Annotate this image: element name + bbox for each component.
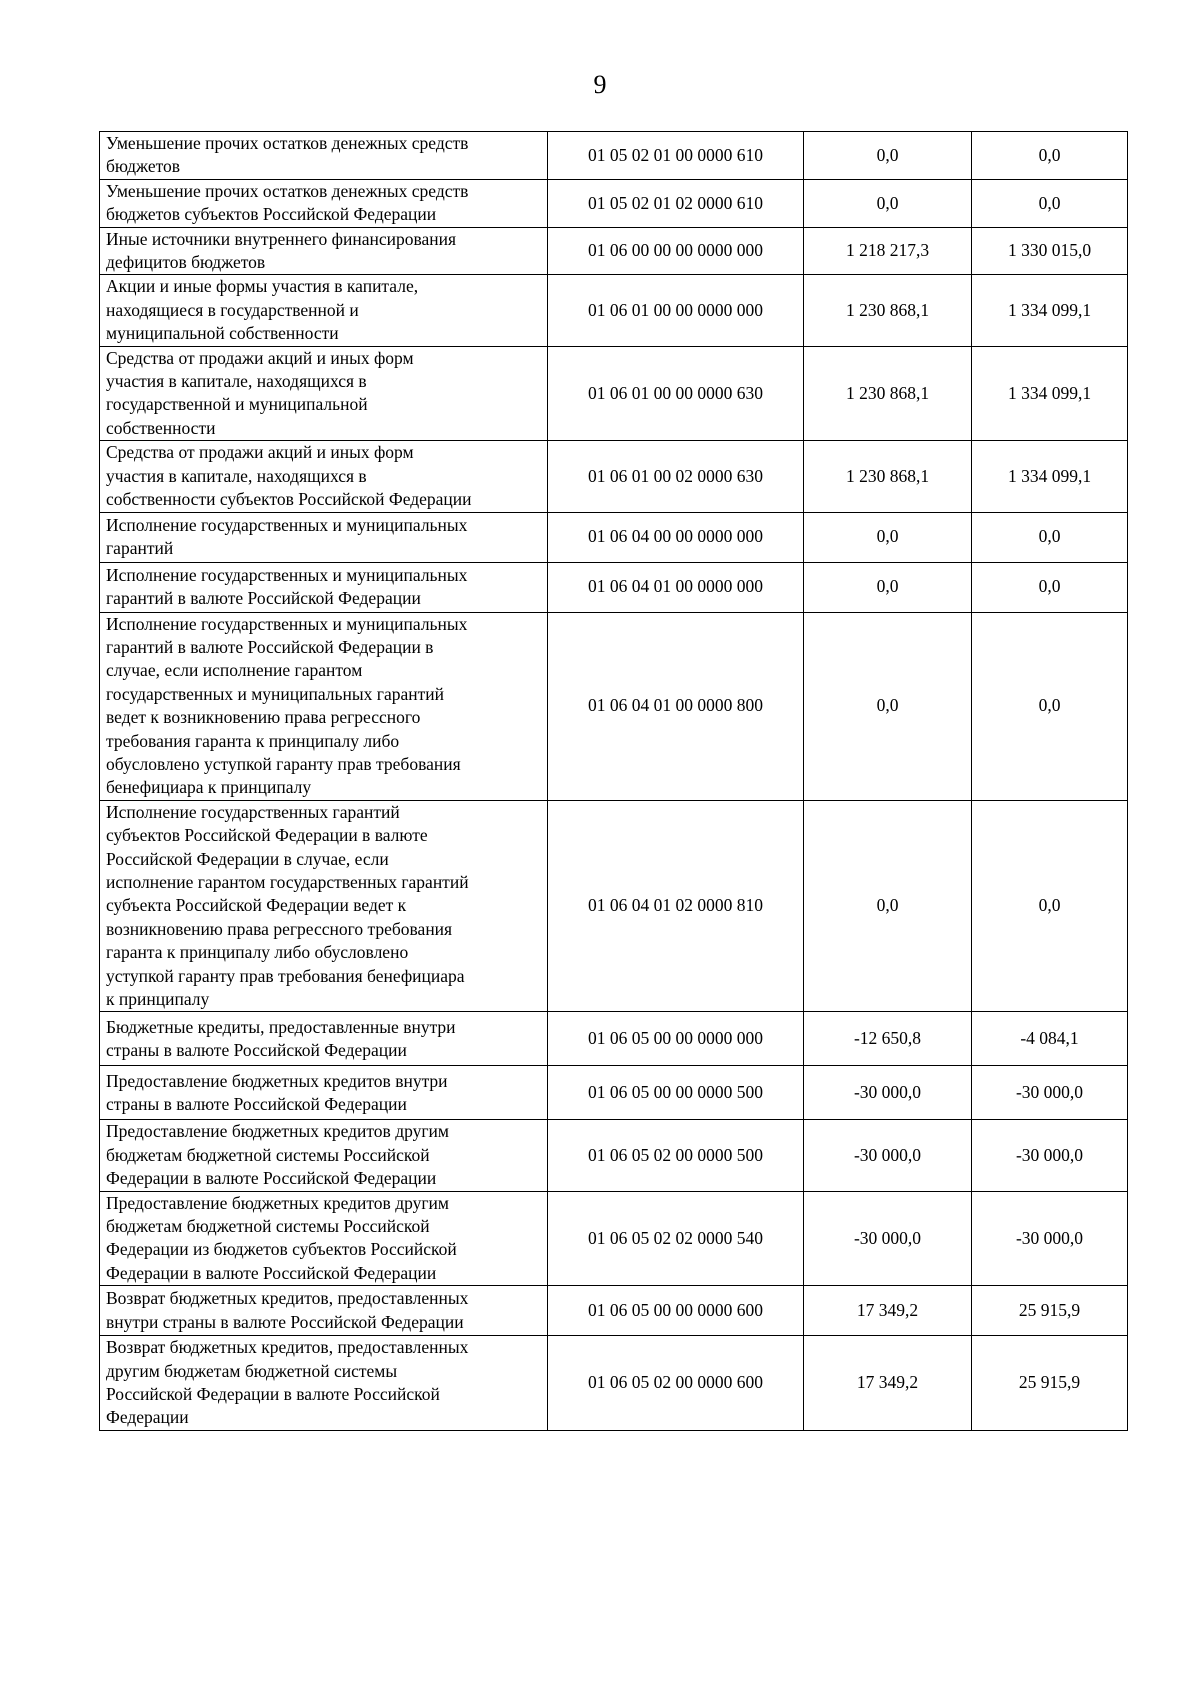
row-name-line: Возврат бюджетных кредитов, предоставленных xyxy=(106,1288,469,1309)
row-name-line: собственности субъектов Российской Федерации xyxy=(106,489,472,510)
row-name-line: к принципалу xyxy=(106,989,210,1009)
row-name-line: Исполнение государственных и муниципальных xyxy=(106,613,468,634)
row-name-cell xyxy=(100,1120,548,1191)
row-value-1-cell xyxy=(804,1286,972,1336)
row-name-cell xyxy=(100,1286,548,1336)
row-name-line: Исполнение государственных и муниципальных xyxy=(106,564,468,585)
table-row xyxy=(100,1286,1128,1336)
row-value-1-text: -12 650,8 xyxy=(853,1028,922,1049)
row-code-cell xyxy=(548,1286,804,1336)
row-value-2-text: 25 915,9 xyxy=(1018,1372,1081,1393)
row-value-2-cell xyxy=(972,800,1128,1012)
row-name-line: находящиеся в государственной и xyxy=(106,299,359,320)
table-row xyxy=(100,562,1128,612)
row-name-line: ведет к возникновению права регрессного xyxy=(106,707,421,728)
row-code-cell xyxy=(548,1120,804,1191)
row-value-2-cell xyxy=(972,1286,1128,1336)
row-value-1-cell xyxy=(804,562,972,612)
row-value-1-cell xyxy=(804,612,972,800)
row-value-2-cell xyxy=(972,562,1128,612)
table-row xyxy=(100,1336,1128,1431)
row-value-1-text: 0,0 xyxy=(876,695,899,716)
row-code-cell xyxy=(548,512,804,562)
row-value-1-cell xyxy=(804,1336,972,1431)
row-code-cell xyxy=(548,800,804,1012)
row-name-line: страны в валюте Российской Федерации xyxy=(106,1093,407,1114)
row-value-1-text: 0,0 xyxy=(876,895,899,916)
row-value-2-cell xyxy=(972,512,1128,562)
row-name-cell xyxy=(100,275,548,346)
row-name-line: другим бюджетам бюджетной системы xyxy=(106,1360,398,1381)
row-value-1-cell xyxy=(804,512,972,562)
row-name-cell xyxy=(100,132,548,180)
row-name-line: Бюджетные кредиты, предоставленные внутри xyxy=(106,1016,456,1037)
table-row xyxy=(100,512,1128,562)
row-name-line: Возврат бюджетных кредитов, предоставленных xyxy=(106,1337,469,1358)
table-row xyxy=(100,1120,1128,1191)
row-name-line: страны в валюте Российской Федерации xyxy=(106,1039,407,1060)
row-value-1-cell xyxy=(804,179,972,227)
row-value-2-text: 0,0 xyxy=(1038,144,1061,165)
row-value-2-text: -30 000,0 xyxy=(1015,1144,1084,1165)
row-name-line: Иные источники внутреннего финансирования xyxy=(106,228,457,249)
budget-sources-table xyxy=(99,131,1128,1431)
row-value-1-text: 1 230 868,1 xyxy=(845,299,930,320)
table-row xyxy=(100,1066,1128,1120)
row-value-2-cell xyxy=(972,1191,1128,1286)
row-value-1-text: 0,0 xyxy=(876,144,899,165)
table-row xyxy=(100,132,1128,180)
row-code-text: 01 06 01 00 00 0000 630 xyxy=(588,382,763,403)
row-value-1-text: 1 230 868,1 xyxy=(845,382,930,403)
row-name-line: Федерации в валюте Российской Федерации xyxy=(106,1168,437,1189)
row-code-text: 01 06 05 02 00 0000 600 xyxy=(588,1372,763,1393)
row-value-1-text: -30 000,0 xyxy=(853,1227,922,1248)
row-name-line: гарантий xyxy=(106,538,174,558)
row-value-2-cell xyxy=(972,179,1128,227)
row-name-line: Акции и иные формы участия в капитале, xyxy=(106,276,419,297)
row-code-cell xyxy=(548,1066,804,1120)
row-name-line: собственности xyxy=(106,417,216,438)
row-name-line: Российской Федерации в случае, если xyxy=(106,848,389,869)
row-name-line: возникновению права регрессного требования xyxy=(106,918,453,939)
row-code-text: 01 06 01 00 00 0000 000 xyxy=(588,299,763,320)
row-name-line: уступкой гаранту прав требования бенефициара xyxy=(106,965,465,986)
row-name-line: участия в капитале, находящихся в xyxy=(106,465,367,486)
row-value-2-text: -30 000,0 xyxy=(1015,1082,1084,1103)
row-code-cell xyxy=(548,179,804,227)
table-row xyxy=(100,179,1128,227)
row-value-1-cell xyxy=(804,1012,972,1066)
row-name-line: участия в капитале, находящихся в xyxy=(106,371,367,392)
row-name-line: субъектов Российской Федерации в валюте xyxy=(106,825,428,846)
row-code-text: 01 06 05 00 00 0000 500 xyxy=(588,1082,763,1103)
row-code-text: 01 06 04 00 00 0000 000 xyxy=(588,526,763,547)
row-value-1-cell xyxy=(804,227,972,275)
table-row xyxy=(100,275,1128,346)
row-value-2-cell xyxy=(972,132,1128,180)
row-code-text: 01 06 05 00 00 0000 000 xyxy=(588,1028,763,1049)
row-value-2-text: -30 000,0 xyxy=(1015,1227,1084,1248)
table-row xyxy=(100,441,1128,512)
table-row xyxy=(100,800,1128,1012)
row-value-1-cell xyxy=(804,1066,972,1120)
row-name-cell xyxy=(100,800,548,1012)
row-value-1-text: 17 349,2 xyxy=(856,1300,919,1321)
row-code-text: 01 06 04 01 00 0000 000 xyxy=(588,576,763,597)
row-value-2-text: -4 084,1 xyxy=(1020,1028,1079,1049)
table-body xyxy=(100,132,1128,1431)
row-value-2-text: 0,0 xyxy=(1038,192,1061,213)
row-name-line: Федерации в валюте Российской Федерации xyxy=(106,1262,437,1283)
row-code-cell xyxy=(548,441,804,512)
row-value-1-cell xyxy=(804,132,972,180)
row-code-text: 01 06 05 00 00 0000 600 xyxy=(588,1300,763,1321)
row-value-1-text: 1 230 868,1 xyxy=(845,465,930,486)
row-value-2-text: 0,0 xyxy=(1038,695,1061,716)
row-name-line: государственной и муниципальной xyxy=(106,394,368,415)
row-name-cell xyxy=(100,1066,548,1120)
row-value-2-cell xyxy=(972,1012,1128,1066)
row-name-line: бюджетам бюджетной системы Российской xyxy=(106,1144,430,1165)
row-name-line: бюджетам бюджетной системы Российской xyxy=(106,1216,430,1237)
row-value-2-cell xyxy=(972,441,1128,512)
row-value-1-cell xyxy=(804,346,972,441)
row-value-2-text: 0,0 xyxy=(1038,526,1061,547)
row-code-text: 01 06 05 02 02 0000 540 xyxy=(588,1227,763,1248)
row-name-cell xyxy=(100,1012,548,1066)
row-value-1-cell xyxy=(804,1191,972,1286)
row-name-line: гарантий в валюте Российской Федерации в xyxy=(106,636,434,657)
table-row xyxy=(100,346,1128,441)
row-code-text: 01 06 00 00 00 0000 000 xyxy=(588,240,763,261)
row-code-cell xyxy=(548,1191,804,1286)
row-name-line: обусловлено уступкой гаранту прав требования xyxy=(106,753,461,774)
row-name-line: требования гаранта к принципалу либо xyxy=(106,730,400,751)
row-name-line: исполнение гарантом государственных гарантий xyxy=(106,871,469,892)
row-name-cell xyxy=(100,562,548,612)
row-name-line: гаранта к принципалу либо обусловлено xyxy=(106,942,409,963)
row-name-line: дефицитов бюджетов xyxy=(106,252,266,273)
page-number: 9 xyxy=(593,70,607,99)
row-name-line: Средства от продажи акций и иных форм xyxy=(106,347,414,368)
row-value-1-cell xyxy=(804,800,972,1012)
row-value-1-text: 17 349,2 xyxy=(856,1372,919,1393)
table-row xyxy=(100,612,1128,800)
row-name-line: Федерации из бюджетов субъектов Российской xyxy=(106,1239,457,1260)
row-name-cell xyxy=(100,227,548,275)
row-name-cell xyxy=(100,1191,548,1286)
row-name-cell xyxy=(100,441,548,512)
row-name-line: гарантий в валюте Российской Федерации xyxy=(106,588,421,608)
row-name-line: Исполнение государственных гарантий xyxy=(106,801,400,822)
row-name-line: внутри страны в валюте Российской Федерации xyxy=(106,1311,464,1332)
row-name-line: субъекта Российской Федерации ведет к xyxy=(106,895,407,916)
row-name-line: Уменьшение прочих остатков денежных средств xyxy=(106,133,469,153)
row-value-2-cell xyxy=(972,275,1128,346)
row-value-2-text: 1 334 099,1 xyxy=(1007,299,1092,320)
row-value-2-cell xyxy=(972,346,1128,441)
row-value-1-text: -30 000,0 xyxy=(853,1144,922,1165)
row-code-cell xyxy=(548,275,804,346)
row-code-text: 01 06 04 01 02 0000 810 xyxy=(588,895,763,916)
row-name-line: Предоставление бюджетных кредитов внутри xyxy=(106,1070,448,1091)
row-name-line: бюджетов xyxy=(106,156,181,177)
row-code-text: 01 06 04 01 00 0000 800 xyxy=(588,695,763,716)
row-value-1-cell xyxy=(804,275,972,346)
row-name-cell xyxy=(100,612,548,800)
row-code-cell xyxy=(548,612,804,800)
row-name-line: государственных и муниципальных гарантий xyxy=(106,683,444,704)
table-row xyxy=(100,1191,1128,1286)
row-value-2-text: 0,0 xyxy=(1038,895,1061,916)
row-name-line: Уменьшение прочих остатков денежных средств xyxy=(106,180,469,201)
row-name-line: Российской Федерации в валюте Российской xyxy=(106,1384,440,1405)
row-value-2-cell xyxy=(972,227,1128,275)
row-code-cell xyxy=(548,1012,804,1066)
row-value-2-cell xyxy=(972,1336,1128,1431)
row-value-1-cell xyxy=(804,1120,972,1191)
row-value-2-text: 1 334 099,1 xyxy=(1007,382,1092,403)
table-row xyxy=(100,227,1128,275)
row-name-line: бюджетов субъектов Российской Федерации xyxy=(106,204,437,225)
row-name-line: Предоставление бюджетных кредитов другим xyxy=(106,1192,449,1213)
row-name-line: случае, если исполнение гарантом xyxy=(106,660,363,681)
row-code-cell xyxy=(548,132,804,180)
row-value-2-cell xyxy=(972,1120,1128,1191)
row-name-cell xyxy=(100,179,548,227)
table-row xyxy=(100,1012,1128,1066)
row-value-2-text: 1 334 099,1 xyxy=(1007,465,1092,486)
row-code-cell xyxy=(548,1336,804,1431)
row-code-text: 01 05 02 01 02 0000 610 xyxy=(588,192,763,213)
row-name-cell xyxy=(100,346,548,441)
row-name-line: бенефициара к принципалу xyxy=(106,777,312,798)
row-name-line: Федерации xyxy=(106,1407,189,1428)
row-name-line: муниципальной собственности xyxy=(106,323,339,344)
row-name-line: Исполнение государственных и муниципальных xyxy=(106,514,468,535)
row-code-text: 01 06 05 02 00 0000 500 xyxy=(588,1144,763,1165)
row-code-cell xyxy=(548,562,804,612)
row-name-line: Предоставление бюджетных кредитов другим xyxy=(106,1121,449,1142)
row-value-1-text: 0,0 xyxy=(876,576,899,597)
row-value-1-text: 0,0 xyxy=(876,526,899,547)
row-value-1-text: -30 000,0 xyxy=(853,1082,922,1103)
row-value-1-text: 1 218 217,3 xyxy=(845,240,930,261)
row-name-line: Средства от продажи акций и иных форм xyxy=(106,442,414,463)
row-code-cell xyxy=(548,227,804,275)
row-name-cell xyxy=(100,1336,548,1431)
row-value-2-cell xyxy=(972,1066,1128,1120)
row-value-1-cell xyxy=(804,441,972,512)
row-code-cell xyxy=(548,346,804,441)
row-value-2-cell xyxy=(972,612,1128,800)
row-code-text: 01 05 02 01 00 0000 610 xyxy=(588,144,763,165)
row-value-2-text: 25 915,9 xyxy=(1018,1300,1081,1321)
row-value-2-text: 1 330 015,0 xyxy=(1007,240,1092,261)
row-code-text: 01 06 01 00 02 0000 630 xyxy=(588,465,763,486)
row-name-cell xyxy=(100,512,548,562)
row-value-2-text: 0,0 xyxy=(1038,576,1061,597)
row-value-1-text: 0,0 xyxy=(876,192,899,213)
